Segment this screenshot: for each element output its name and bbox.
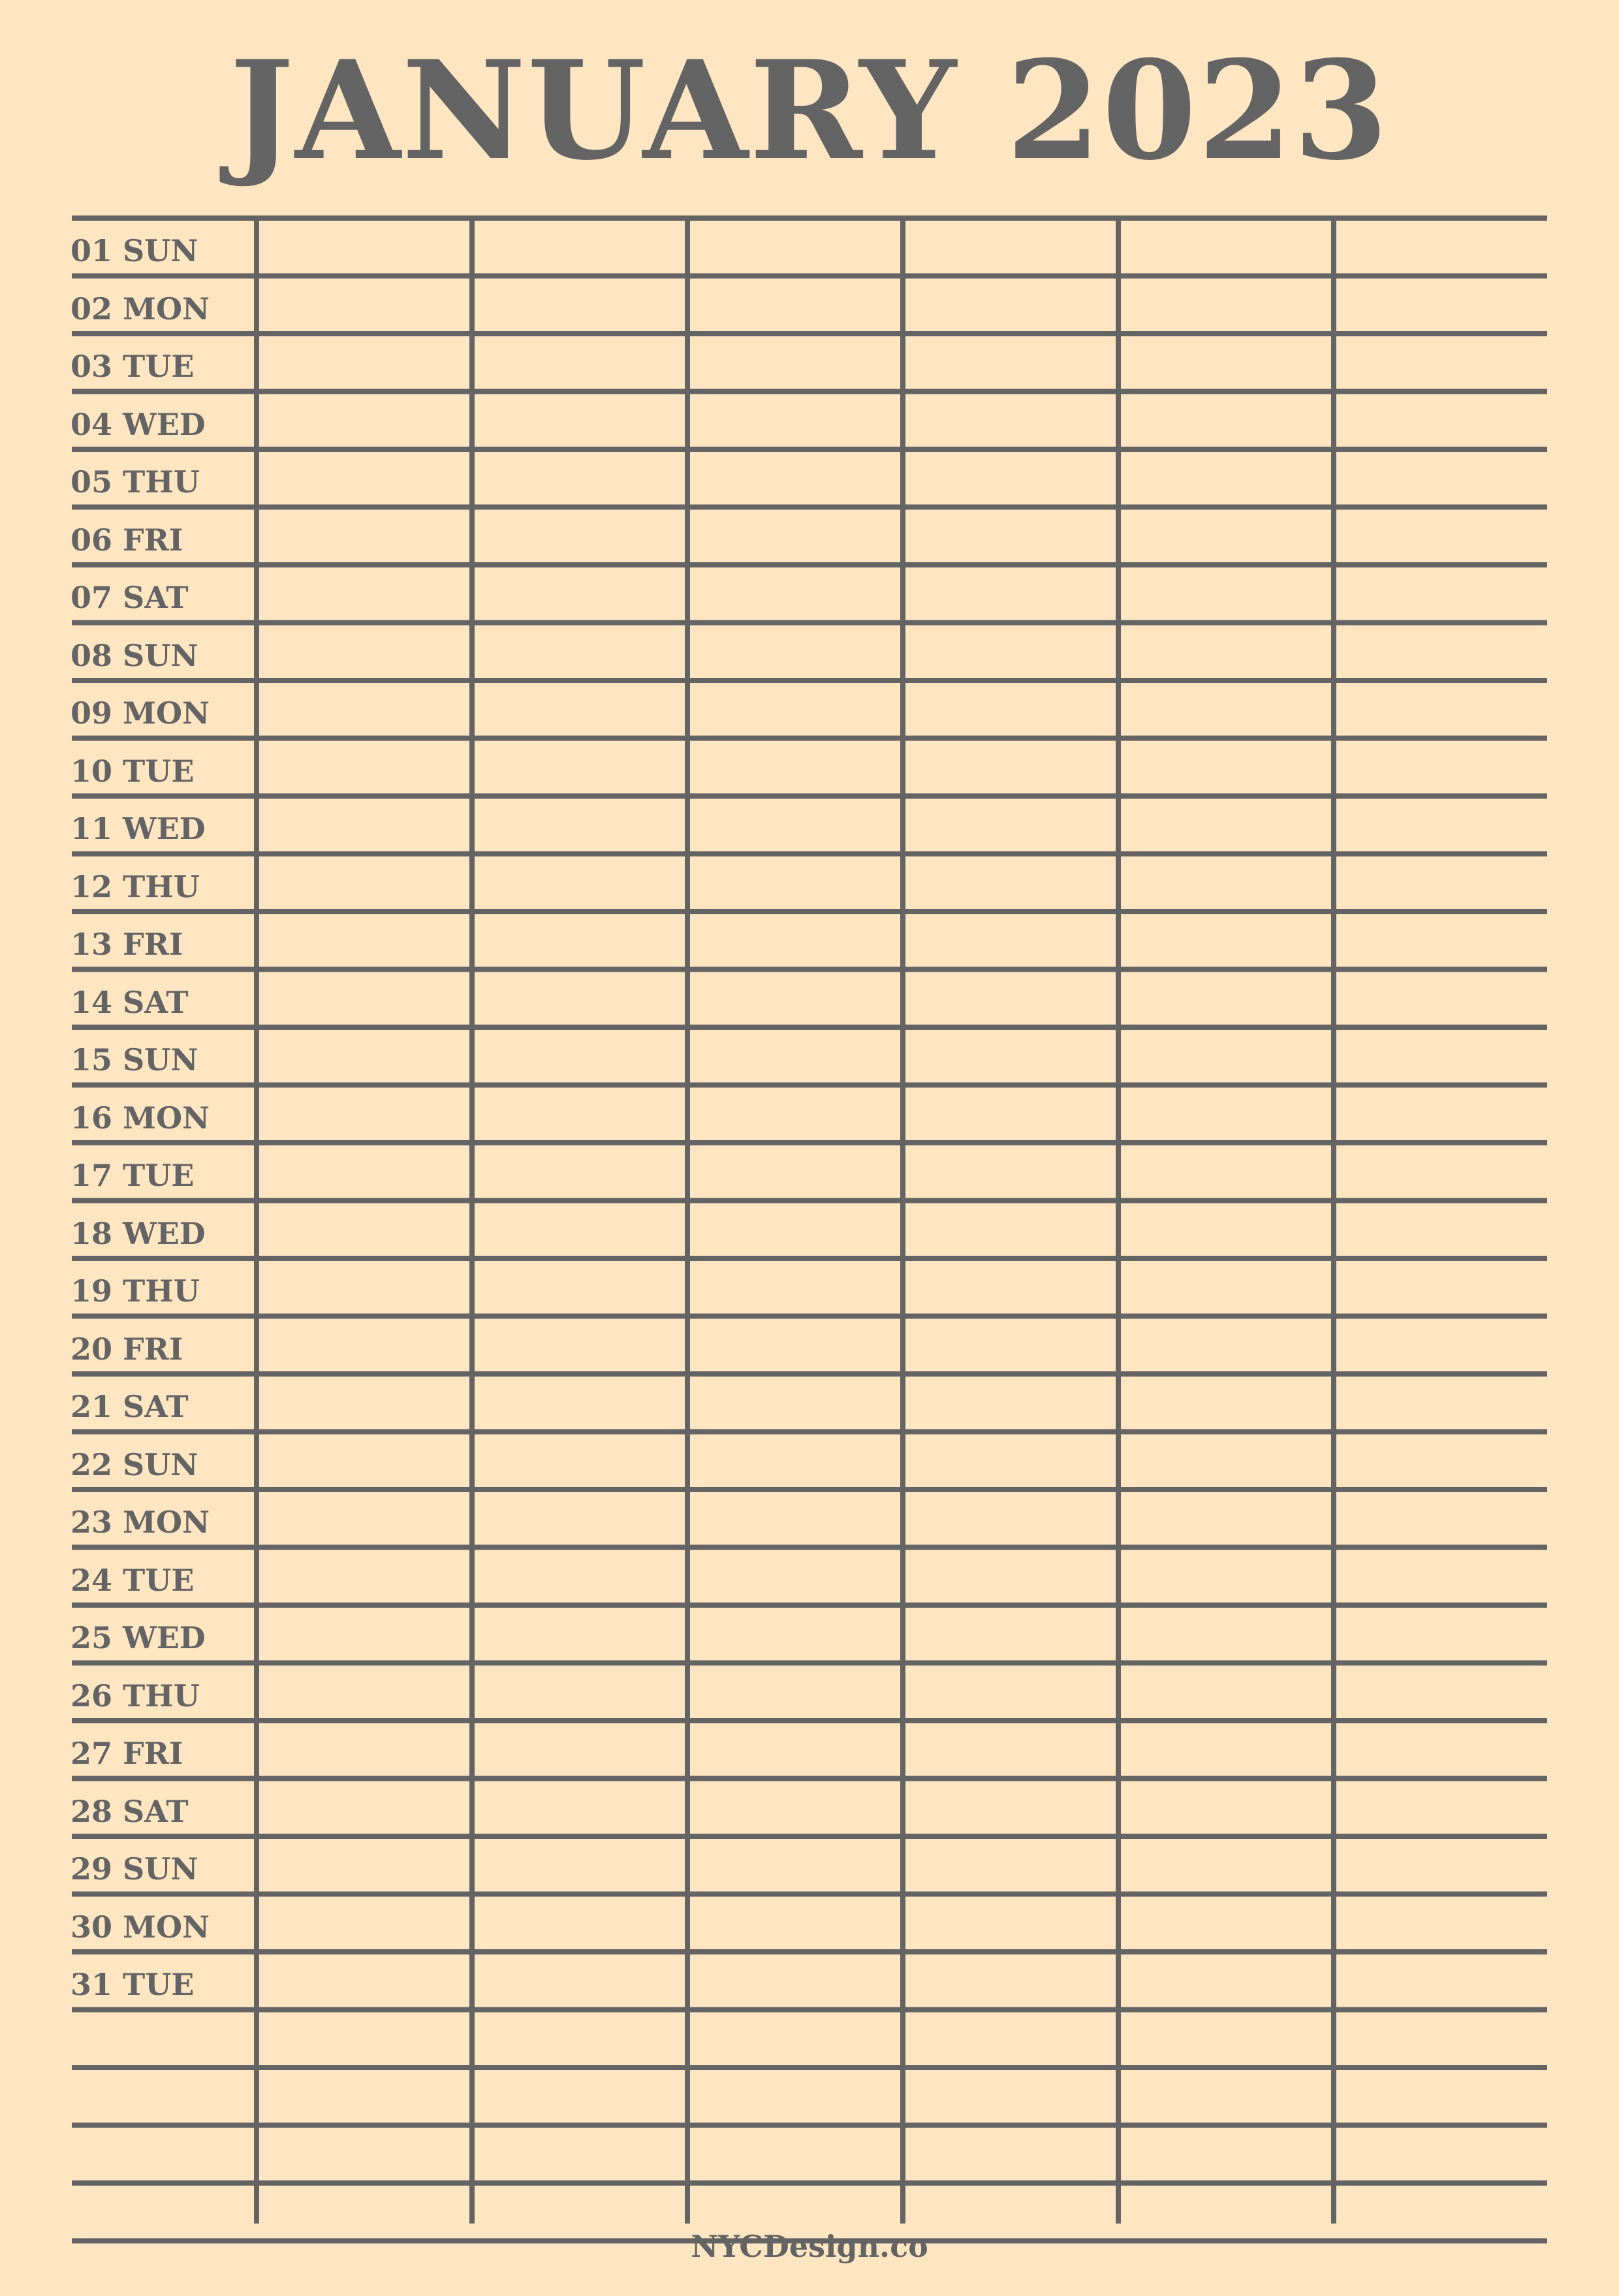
day-label: 21 SAT: [71, 1389, 189, 1424]
footer-credit: NYCDesign.co: [691, 2229, 928, 2264]
day-label: 09 MON: [71, 695, 210, 731]
day-label: 25 WED: [71, 1620, 206, 1655]
day-label: 04 WED: [71, 406, 206, 442]
day-label: 29 SUN: [71, 1851, 198, 1887]
day-label: 11 WED: [71, 811, 206, 846]
day-label: 03 TUE: [71, 349, 195, 384]
day-label: 08 SUN: [71, 637, 198, 673]
day-label: 26 THU: [71, 1678, 200, 1714]
day-label: 12 THU: [71, 869, 200, 904]
day-label: 27 FRI: [71, 1736, 183, 1771]
day-label: 16 MON: [71, 1100, 210, 1136]
day-label: 13 FRI: [71, 927, 183, 962]
day-label: 19 THU: [71, 1273, 200, 1309]
day-label: 23 MON: [71, 1505, 210, 1540]
day-label: 14 SAT: [71, 984, 189, 1020]
day-label: 31 TUE: [71, 1967, 195, 2002]
day-label: 15 SUN: [71, 1042, 198, 1077]
day-label: 06 FRI: [71, 522, 183, 558]
page-title: JANUARY 2023: [229, 31, 1390, 191]
day-label: 18 WED: [71, 1215, 206, 1251]
day-label: 30 MON: [71, 1909, 210, 1945]
day-label: 28 SAT: [71, 1793, 189, 1829]
day-label: 17 TUE: [71, 1158, 195, 1193]
day-label: 22 SUN: [71, 1446, 198, 1482]
day-label: 20 FRI: [71, 1331, 183, 1367]
day-label: 01 SUN: [71, 233, 198, 268]
day-label: 10 TUE: [71, 753, 195, 789]
day-label: 24 TUE: [71, 1562, 195, 1598]
day-label: 07 SAT: [71, 580, 189, 615]
day-label: 02 MON: [71, 291, 210, 327]
day-label: 05 THU: [71, 464, 200, 500]
